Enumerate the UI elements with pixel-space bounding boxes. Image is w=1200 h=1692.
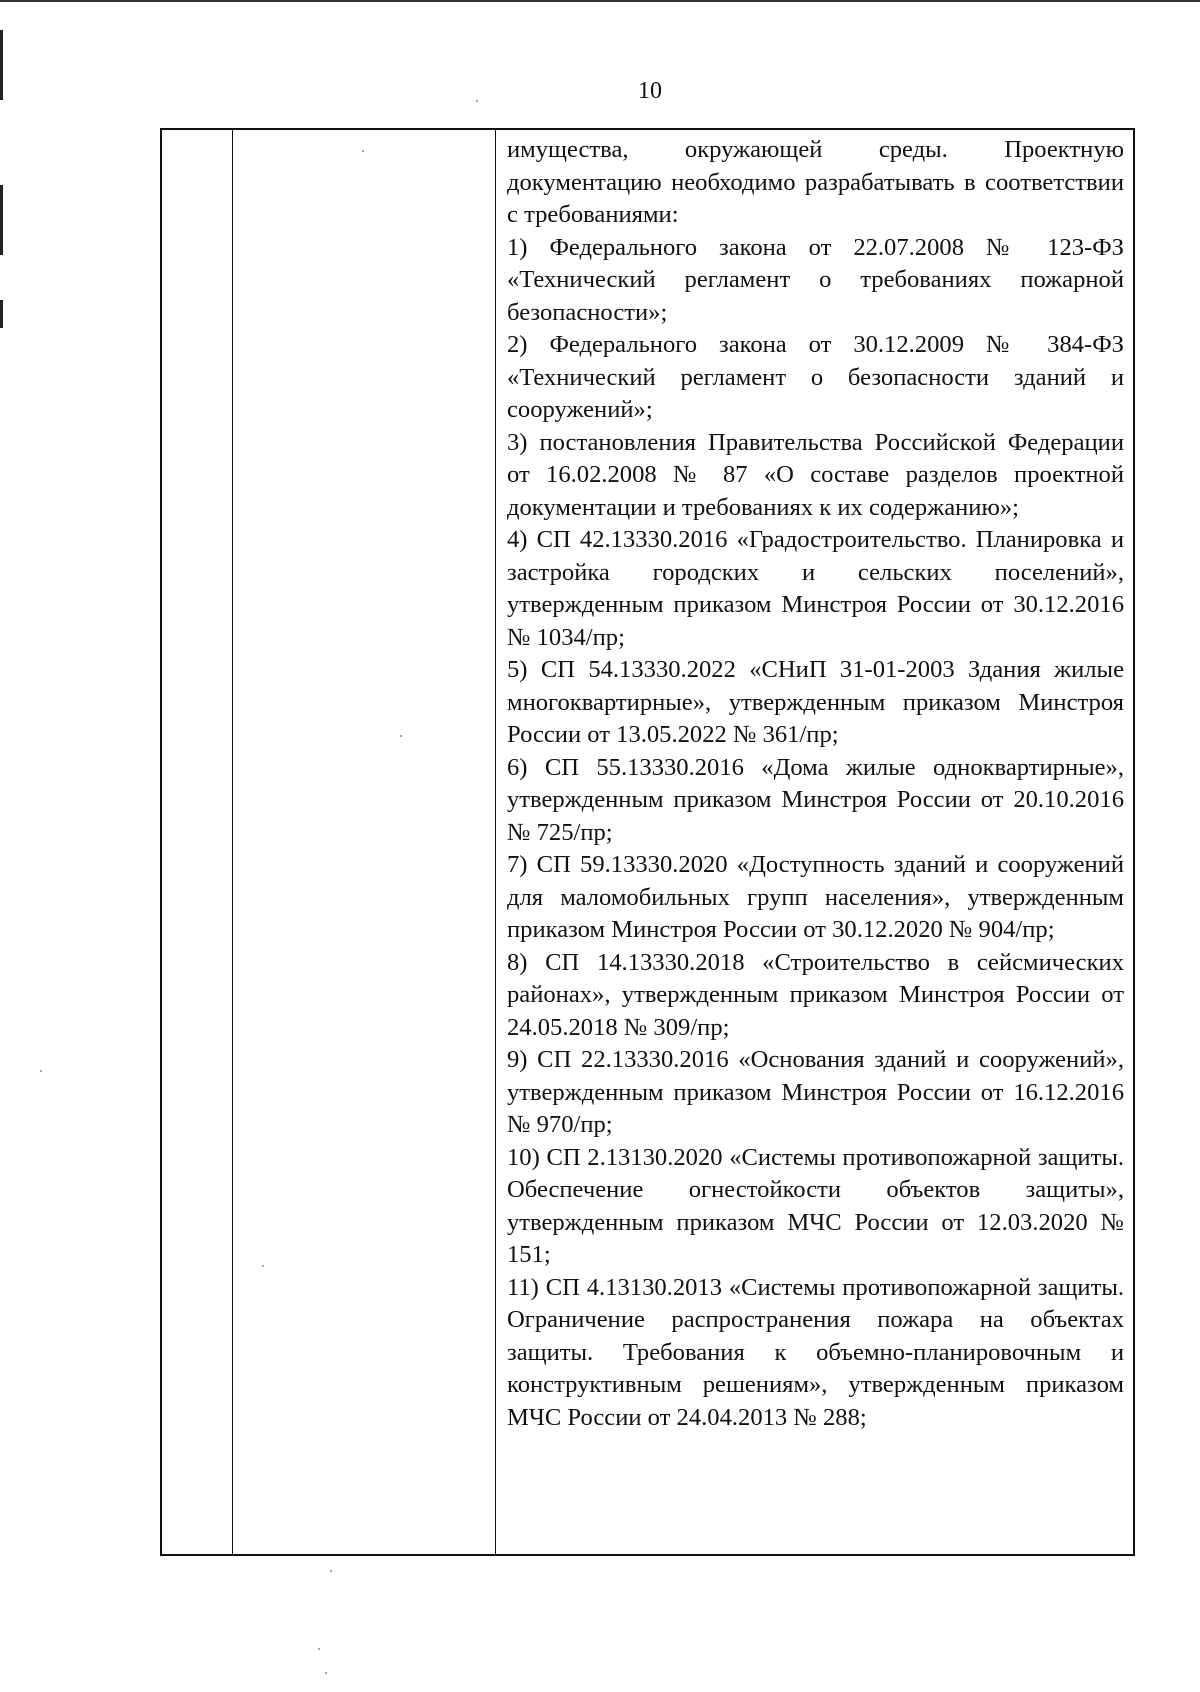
scan-top-border: [0, 0, 1200, 2]
requirements-cell: [507, 134, 1124, 1434]
scan-edge-mark: [0, 185, 3, 255]
requirement-item: 8) СП 14.13330.2018 «Строительство в сейсмических районах», утвержденным приказом Минстроя России от 24.05.2018 № 309/пр;: [507, 948, 1124, 1041]
requirement-item: 1) Федерального закона от 22.07.2008 № 123-ФЗ «Технический регламент о требованиях пожарной безопасности»;: [507, 233, 1124, 326]
requirement-item: 10) СП 2.13130.2020 «Системы противопожарной защиты. Обеспечение огнестойкости объектов защиты», утвержденным приказом МЧС России от 12.03.2020 № 151;: [507, 1143, 1124, 1268]
requirement-item: 4) СП 42.13330.2016 «Градостроительство. Планировка и застройка городских и сельских поселений», утвержденным приказом Минстроя России от 30.12.2016 № 1034/пр;: [507, 526, 1124, 651]
requirement-item: 6) СП 55.13330.2016 «Дома жилые одноквартирные», утвержденным приказом Минстроя России от 20.10.2016 № 725/пр;: [507, 753, 1124, 846]
requirement-item: 9) СП 22.13330.2016 «Основания зданий и сооружений», утвержденным приказом Минстроя России от 16.12.2016 № 970/пр;: [507, 1046, 1124, 1138]
scan-edge-mark: [0, 300, 3, 328]
page-number: 10: [638, 78, 662, 104]
scan-speck: [318, 1648, 320, 1650]
scan-speck: [40, 1070, 42, 1072]
scan-speck: [330, 1570, 332, 1572]
intro-paragraph: имущества, окружающей среды. Проектную документацию необходимо разрабатывать в соответствии с требованиями:: [507, 136, 1124, 228]
requirement-item: 11) СП 4.13130.2013 «Системы противопожарной защиты. Ограничение распространения пожара на объектах защиты. Требования к объемно-планировочным и конструктивным решениям», утвержденным приказом МЧС России от 24.04.2013 № 288;: [507, 1273, 1124, 1431]
requirement-item: 5) СП 54.13330.2022 «СНиП 31-01-2003 Здания жилые многоквартирные», утвержденным приказом Минстроя России от 13.05.2022 № 361/пр;: [507, 656, 1124, 748]
scan-speck: [325, 1672, 327, 1674]
requirements-table: [160, 128, 1135, 1556]
table-column-divider: [495, 130, 496, 1554]
requirement-item: 2) Федерального закона от 30.12.2009 № 384-ФЗ «Технический регламент о безопасности зданий и сооружений»;: [507, 331, 1124, 423]
table-column-divider: [232, 130, 233, 1554]
requirement-item: 3) постановления Правительства Российской Федерации от 16.02.2008 № 87 «О составе разделов проектной документации и требованиях к их содержанию»;: [507, 428, 1124, 521]
requirement-item: 7) СП 59.13330.2020 «Доступность зданий и сооружений для маломобильных групп населения», утвержденным приказом Минстроя России от 30.12.2020 № 904/пр;: [507, 851, 1124, 943]
